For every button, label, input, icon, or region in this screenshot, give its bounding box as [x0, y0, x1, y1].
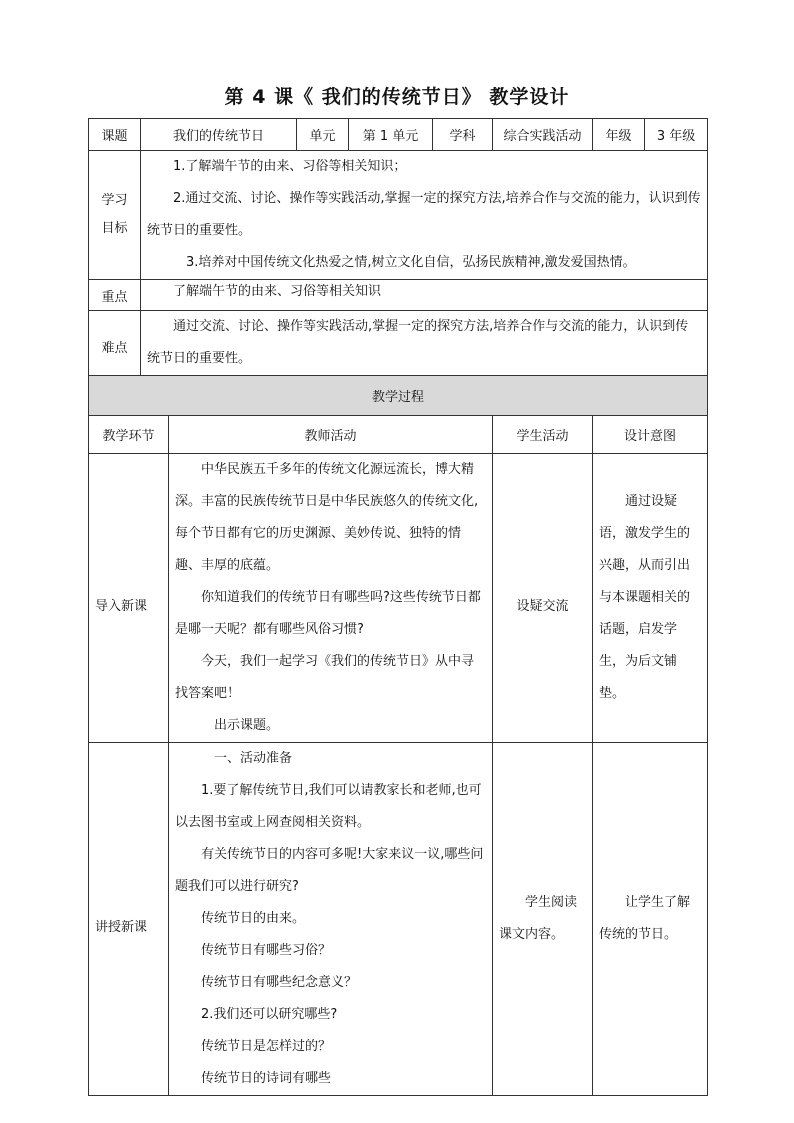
course-value: 我们的传统节日 — [141, 119, 297, 151]
stage-cell: 导入新课 — [89, 454, 169, 743]
difficulty-row — [89, 311, 708, 376]
teacher-paragraph: 1.要了解传统节日,我们可以请教家长和老师,也可以去图书室或上网查阅相关资料。 — [175, 783, 482, 830]
unit-label: 单元 — [297, 119, 349, 151]
teacher-paragraph: 传统节日有哪些纪念意义？ — [201, 975, 358, 990]
goals-label-line2: 目标 — [101, 221, 128, 236]
grade-label: 年级 — [593, 119, 645, 151]
process-header-row — [89, 376, 708, 416]
col-stage: 教学环节 — [89, 416, 169, 454]
intent-text: 让学生了解传统的节日。 — [599, 895, 691, 942]
goals-row — [89, 151, 708, 280]
teacher-paragraph: 传统节日的诗词有哪些 — [201, 1071, 332, 1086]
stage-cell: 讲授新课 — [89, 743, 169, 1096]
subject-value: 综合实践活动 — [493, 119, 593, 151]
col-teacher: 教师活动 — [169, 416, 493, 454]
intent-text: 通过设疑语，激发学生的兴趣，从而引出与本课题相关的话题，启发学生，为后文铺垫。 — [599, 494, 691, 701]
goal-item: 1.了解端午节的由来、习俗等相关知识； — [173, 159, 407, 174]
teacher-cell — [169, 743, 493, 1096]
goal-item: 3.培养对中国传统文化热爱之情,树立文化自信，弘扬民族精神,激发爱国热情。 — [186, 255, 636, 270]
course-label: 课题 — [89, 119, 141, 151]
key-point-text: 了解端午节的由来、习俗等相关知识 — [141, 280, 708, 311]
key-point-label: 重点 — [89, 280, 141, 311]
difficulty-content — [141, 311, 708, 376]
table-row — [89, 743, 708, 1096]
col-student: 学生活动 — [493, 416, 593, 454]
teacher-paragraph: 传统节日是怎样过的？ — [201, 1039, 332, 1054]
goals-label-line1: 学习 — [101, 193, 128, 208]
intent-cell — [593, 454, 708, 743]
unit-value: 第 1 单元 — [349, 119, 433, 151]
goals-content — [141, 151, 708, 280]
lesson-plan-table — [88, 118, 708, 1096]
process-columns-row — [89, 416, 708, 454]
grade-value: 3 年级 — [645, 119, 708, 151]
table-row — [89, 454, 708, 743]
teacher-paragraph: 2.我们还可以研究哪些? — [201, 1007, 338, 1022]
page-title: 第 4 课《 我们的传统节日》 教学设计 — [224, 86, 570, 108]
process-header: 教学过程 — [89, 376, 708, 416]
key-point-row — [89, 280, 708, 311]
teacher-paragraph: 你知道我们的传统节日有哪些吗?这些传统节日都是哪一天呢？都有哪些风俗习惯? — [175, 590, 481, 637]
teacher-paragraph: 传统节日有哪些习俗？ — [201, 943, 332, 958]
student-cell: 设疑交流 — [493, 454, 593, 743]
teacher-paragraph: 传统节日的由来。 — [201, 911, 306, 926]
teacher-paragraph: 出示课题。 — [214, 718, 280, 733]
subject-label: 学科 — [433, 119, 493, 151]
goal-item: 2.通过交流、讨论、操作等实践活动,掌握一定的探究方法,培养合作与交流的能力，认识到传统节日的重要性。 — [147, 191, 701, 238]
goals-label — [89, 151, 141, 280]
teacher-paragraph: 中华民族五千多年的传统文化源远流长，博大精深。丰富的民族传统节日是中华民族悠久的传统文化,每个节日都有它的历史渊源、美妙传说、独特的情趣、丰厚的底蕴。 — [175, 462, 479, 573]
difficulty-label: 难点 — [89, 311, 141, 376]
student-text: 学生阅读课文内容。 — [499, 895, 578, 942]
intent-cell — [593, 743, 708, 1096]
teacher-paragraph: 一、活动准备 — [214, 751, 293, 766]
student-cell — [493, 743, 593, 1096]
teacher-cell — [169, 454, 493, 743]
difficulty-text: 通过交流、讨论、操作等实践活动,掌握一定的探究方法,培养合作与交流的能力，认识到传统节日的重要性。 — [147, 319, 689, 366]
col-intent: 设计意图 — [593, 416, 708, 454]
info-row — [89, 119, 708, 151]
teacher-paragraph: 今天，我们一起学习《我们的传统节日》从中寻找答案吧！ — [175, 654, 475, 701]
teacher-paragraph: 有关传统节日的内容可多呢!大家来议一议,哪些问题我们可以进行研究? — [175, 847, 484, 894]
